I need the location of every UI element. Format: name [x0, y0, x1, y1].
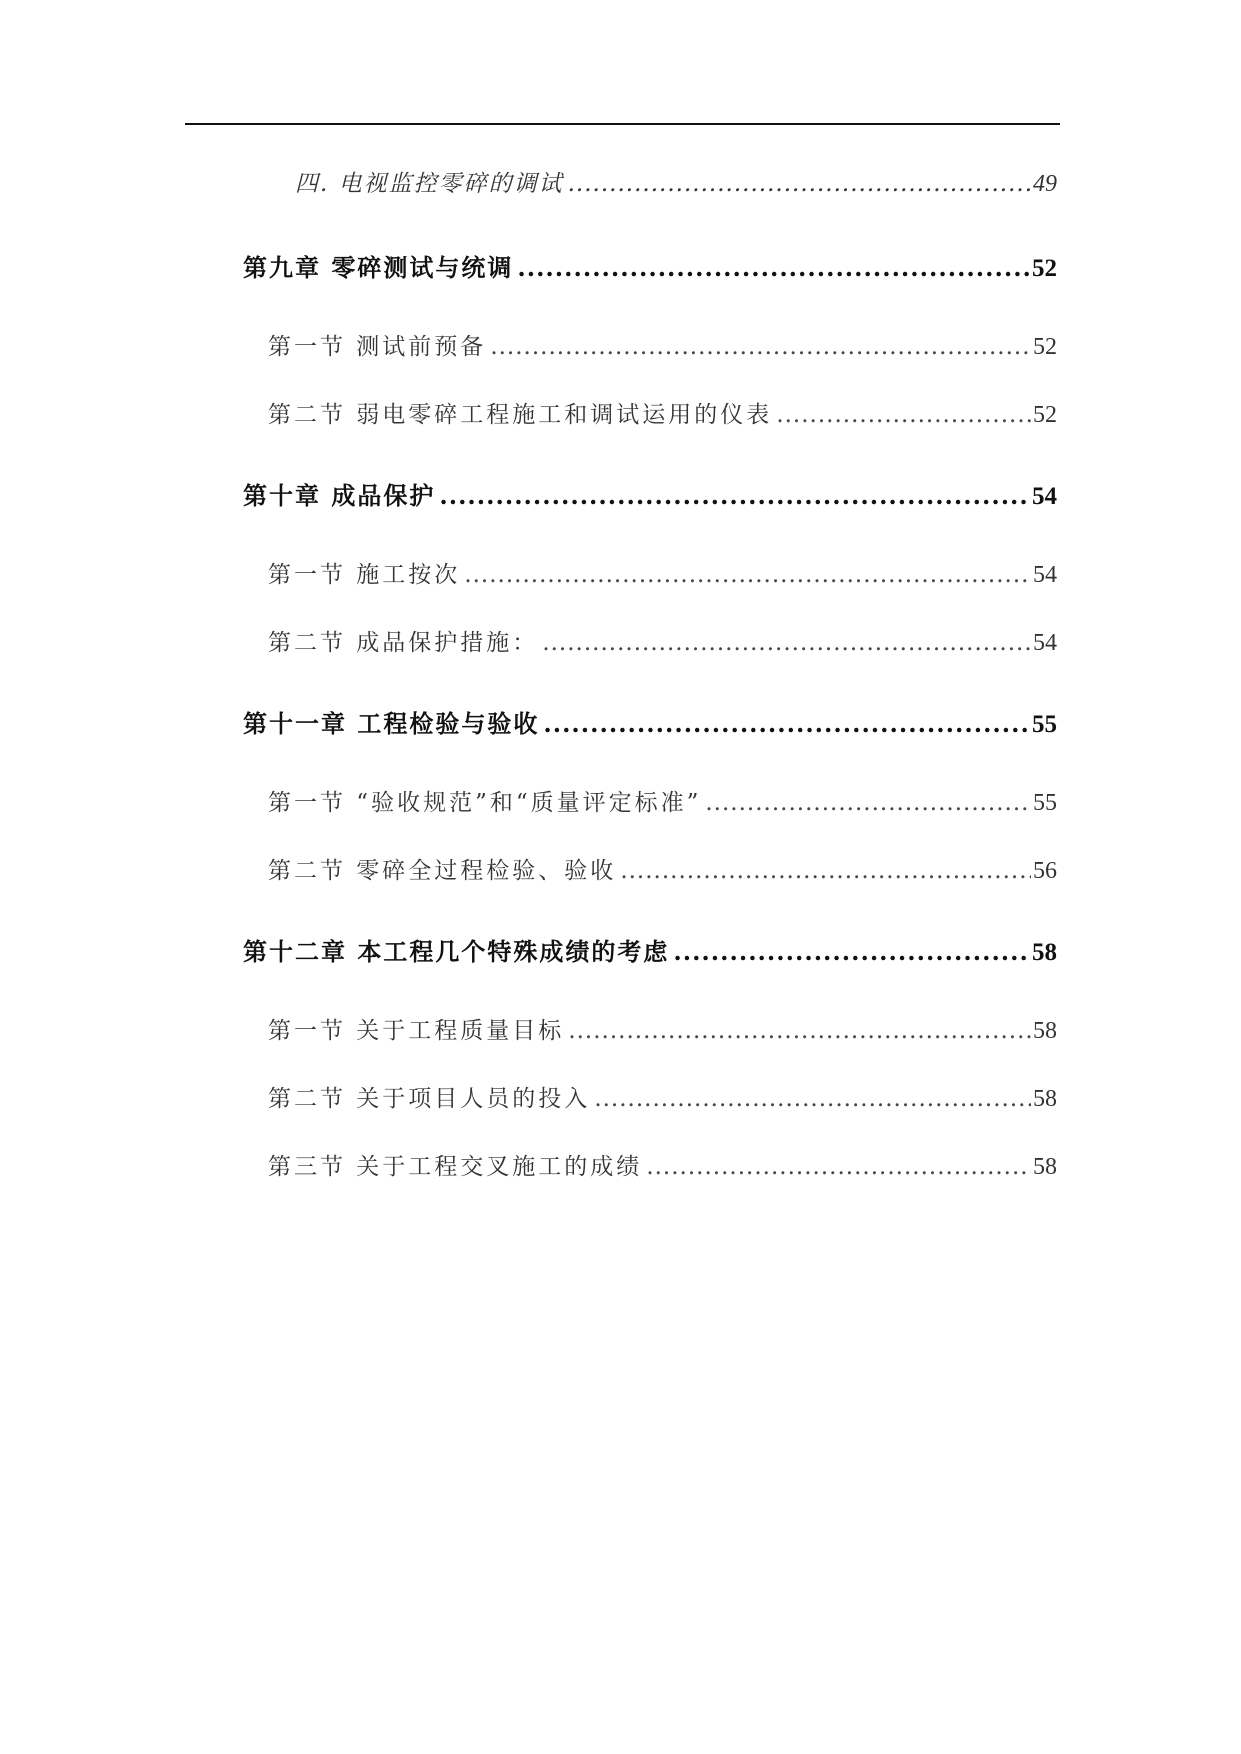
- toc-entry-page: 54: [1032, 483, 1057, 510]
- toc-entry-label: 第二节 弱电零碎工程施工和调试运用的仪表: [268, 402, 773, 428]
- toc-chapter-entry[interactable]: [243, 248, 1057, 288]
- toc-section-entry[interactable]: [268, 852, 1057, 892]
- toc-entry-label: 第一节 “验收规范”和“质量评定标准”: [268, 790, 702, 816]
- toc-entry-page: 55: [1032, 711, 1057, 738]
- toc-entry-page: 54: [1033, 630, 1057, 656]
- toc-entry-label: 第一节 施工按次: [268, 562, 461, 588]
- toc-entry-label: 第十一章 工程检验与验收: [243, 709, 540, 738]
- dot-leader: [776, 402, 1031, 428]
- toc-entry-page: 52: [1032, 255, 1057, 282]
- toc-entry-label: 四. 电视监控零碎的调试: [295, 171, 564, 197]
- toc-entry-page: 52: [1033, 402, 1057, 428]
- toc-entry-label: 第二节 关于项目人员的投入: [268, 1086, 591, 1112]
- dot-leader: [542, 630, 1031, 656]
- toc-entry-label: 第二节 零碎全过程检验、验收: [268, 858, 617, 884]
- dot-leader: [490, 334, 1031, 360]
- toc-entry-label: 第九章 零碎测试与统调: [243, 253, 514, 282]
- toc-entry-page: 56: [1033, 858, 1057, 884]
- toc-entry-label: 第一节 关于工程质量目标: [268, 1018, 565, 1044]
- toc-entry-label: 第二节 成品保护措施：: [268, 630, 539, 656]
- toc-section-entry[interactable]: [268, 784, 1057, 824]
- toc-entry-page: 58: [1033, 1086, 1057, 1112]
- toc-section-entry[interactable]: [268, 1080, 1057, 1120]
- toc-entry-label: 第一节 测试前预备: [268, 334, 487, 360]
- dot-leader: [594, 1086, 1031, 1112]
- dot-leader: [705, 790, 1031, 816]
- toc-entry-page: 58: [1033, 1154, 1057, 1180]
- dot-leader: [439, 481, 1030, 510]
- dot-leader: [517, 253, 1030, 282]
- toc-entry-label: 第三节 关于工程交叉施工的成绩: [268, 1154, 643, 1180]
- toc-section-entry[interactable]: [268, 396, 1057, 436]
- toc-entry-page: 58: [1033, 1018, 1057, 1044]
- toc-section-entry[interactable]: [268, 328, 1057, 368]
- toc-chapter-entry[interactable]: [243, 932, 1057, 972]
- toc-entry-label: 第十章 成品保护: [243, 481, 436, 510]
- toc-entry-page: 54: [1033, 562, 1057, 588]
- dot-leader: [464, 562, 1031, 588]
- toc-section-entry[interactable]: [268, 624, 1057, 664]
- toc-entry-page: 52: [1033, 334, 1057, 360]
- toc-section-entry[interactable]: [268, 1012, 1057, 1052]
- dot-leader: [620, 858, 1031, 884]
- toc-section-entry[interactable]: [268, 1148, 1057, 1188]
- toc-entry-label: 第十二章 本工程几个特殊成绩的考虑: [243, 937, 670, 966]
- toc-chapter-entry[interactable]: [243, 476, 1057, 516]
- dot-leader: [673, 937, 1030, 966]
- toc-entry[interactable]: [295, 165, 1057, 205]
- toc-entry-page: 49: [1033, 171, 1057, 197]
- toc-section-entry[interactable]: [268, 556, 1057, 596]
- toc-chapter-entry[interactable]: [243, 704, 1057, 744]
- dot-leader: [568, 171, 1031, 197]
- toc-entry-page: 55: [1033, 790, 1057, 816]
- toc-entry-page: 58: [1032, 939, 1057, 966]
- dot-leader: [543, 709, 1030, 738]
- dot-leader: [568, 1018, 1031, 1044]
- dot-leader: [646, 1154, 1031, 1180]
